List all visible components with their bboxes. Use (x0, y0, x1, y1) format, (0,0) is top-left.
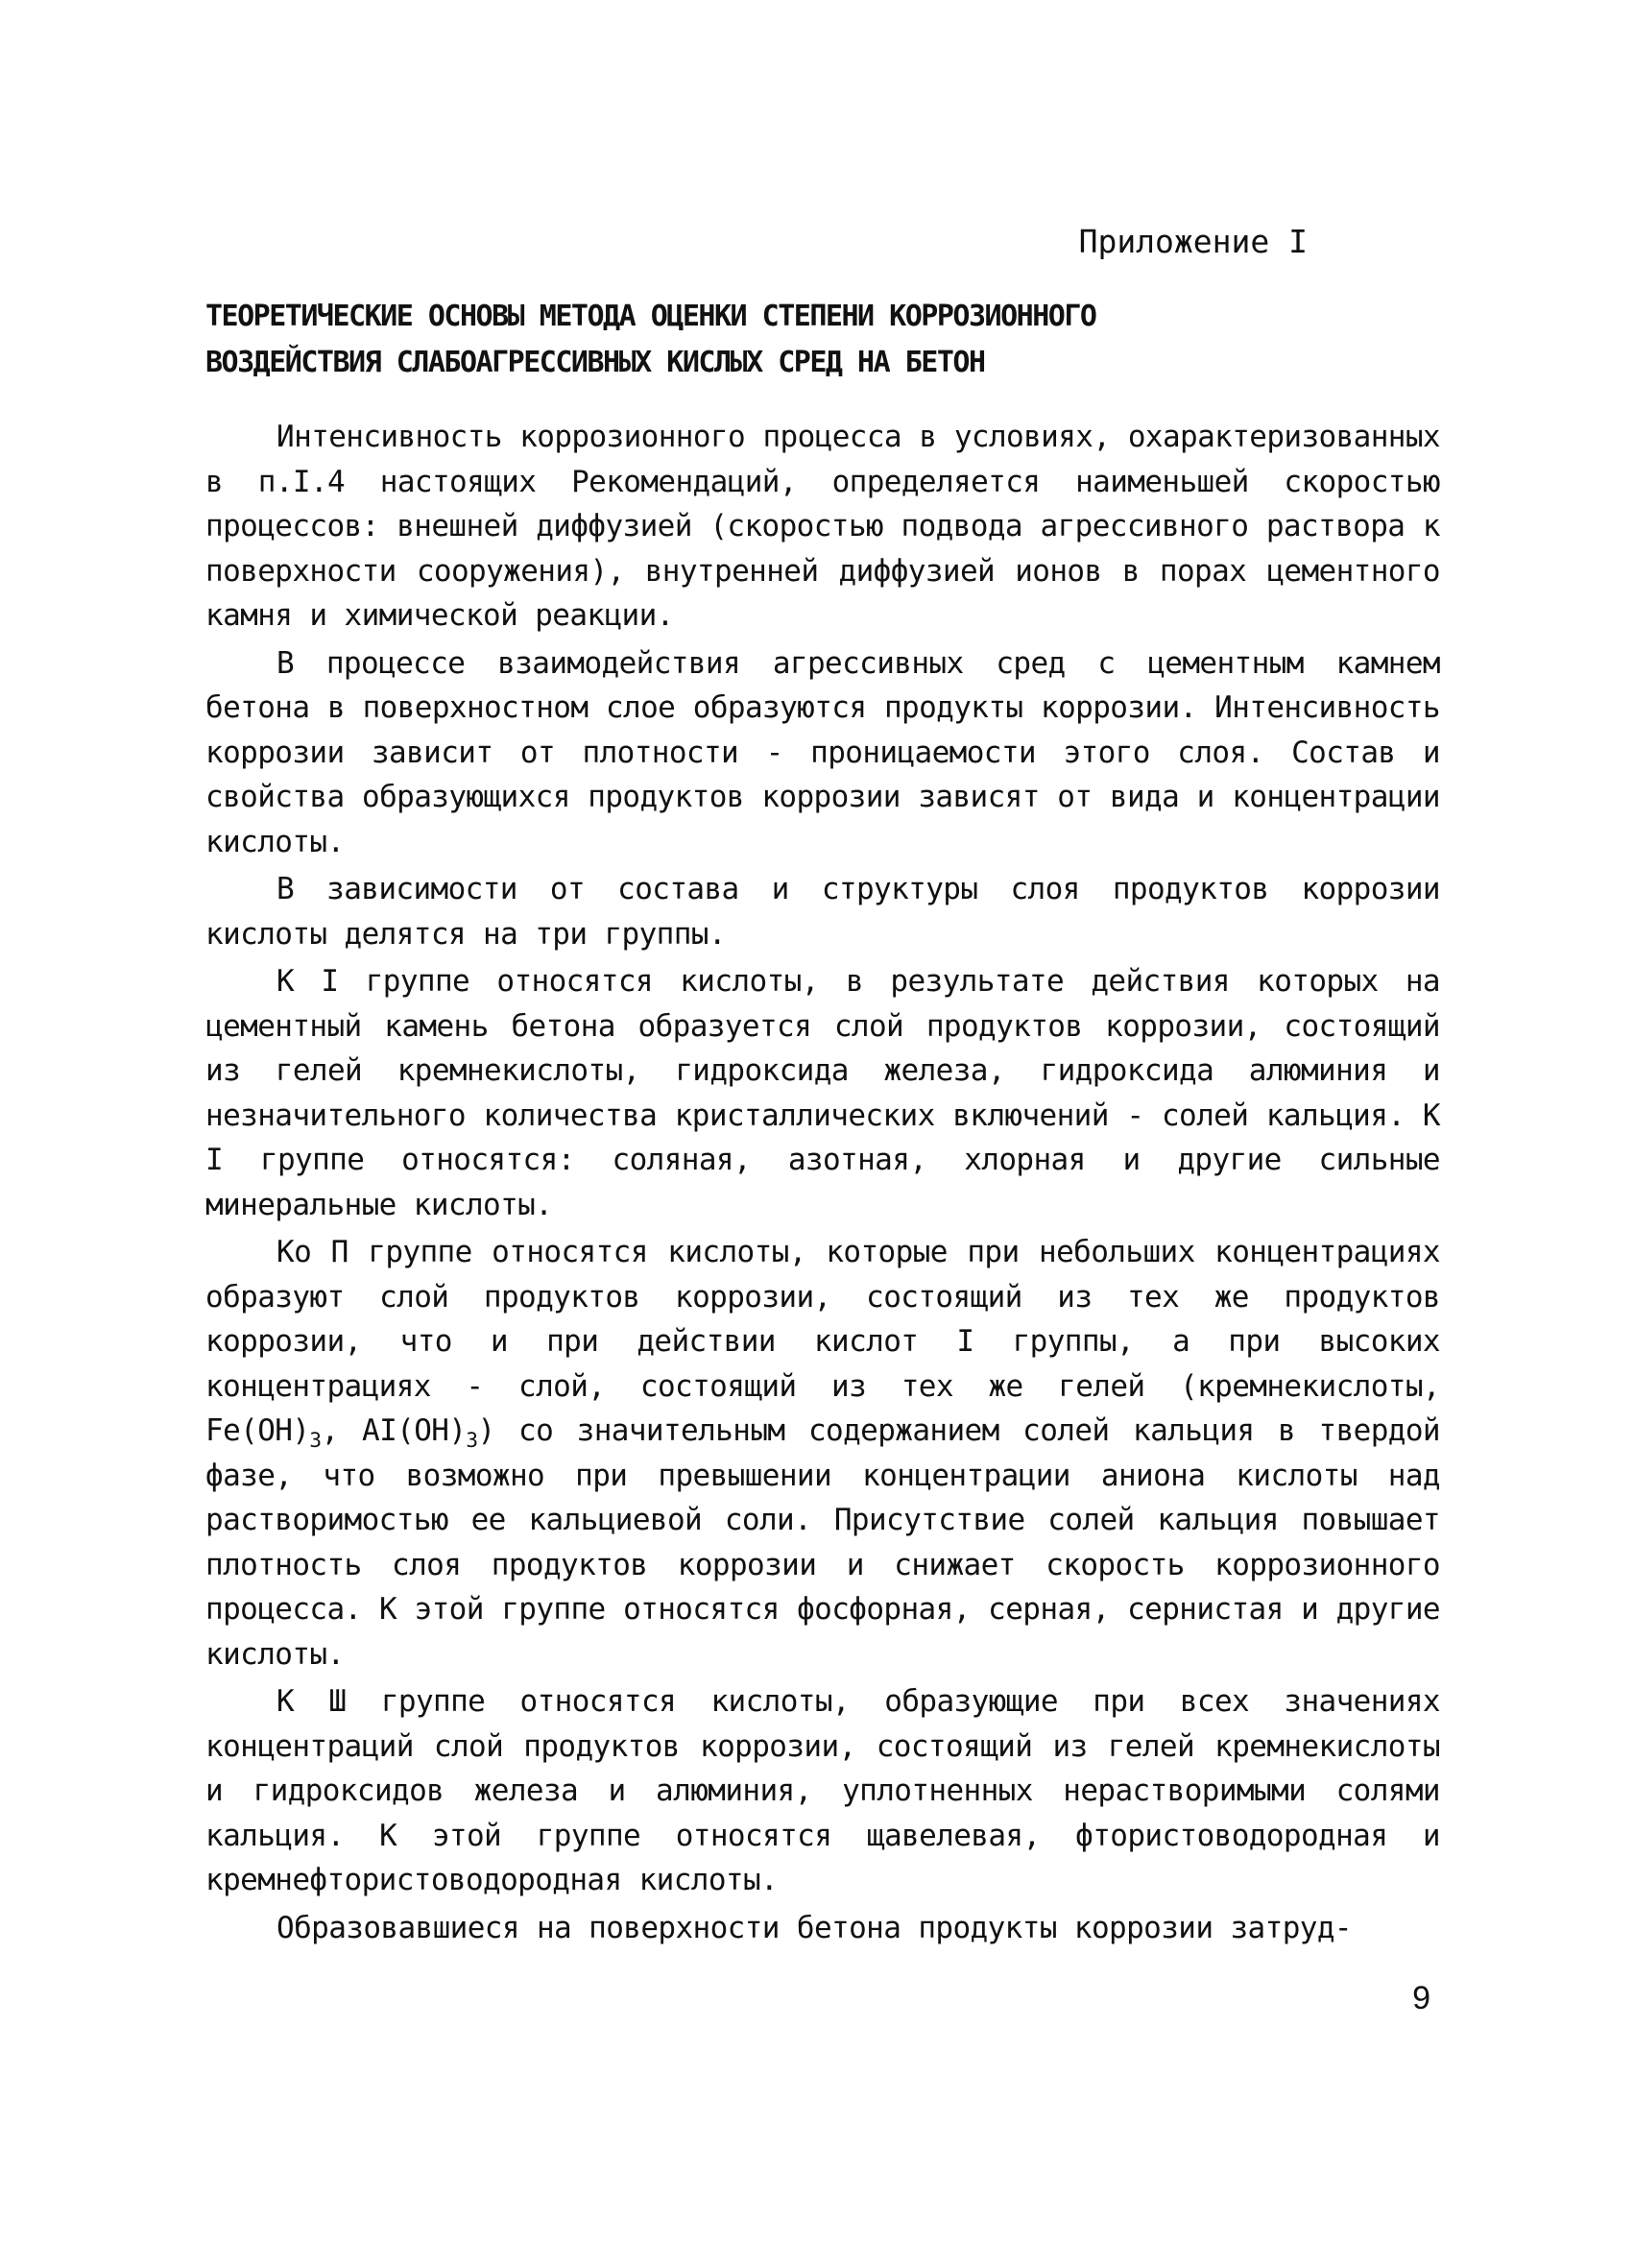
paragraph-6: К Ш группе относятся кислоты, образующие при всех значениях концентраций слой продуктов коррозии, состоящий из гелей кремнекислоты и гидроксидов железа и алюминия, уплотненных нерастворимыми солями кальция. К этой группе относятся щавелевая, фтористоводородная и кремнефтористоводородная кислоты. (205, 1684, 1440, 1897)
paragraph-5-part-3: ) со значительным содержанием солей кальция в твердой фазе, что возможно при превышении концентрации аниона кислоты над растворимостью ее кальциевой соли. Присутствие солей кальция повышает плотность слоя продуктов коррозии и снижает скорость коррозионного процесса. К этой группе относятся фосфорная, серная, сернистая и другие кислоты. (205, 1413, 1440, 1672)
paragraph-7: Образовавшиеся на поверхности бетона продукты коррозии затруд- (276, 1910, 1352, 1945)
paragraph-5-part-2: , AI(OH) (321, 1413, 467, 1448)
paragraph-3: В зависимости от состава и структуры слоя продуктов коррозии кислоты делятся на три группы. (205, 872, 1440, 952)
section-title-line-2: ВОЗДЕЙСТВИЯ СЛАБОАГРЕССИВНЫХ КИСЛЫХ СРЕД НА БЕТОН (205, 346, 985, 379)
body-text (205, 415, 1440, 1953)
page-number: 9 (1412, 1980, 1430, 2016)
subscript-al-3: 3 (466, 1429, 478, 1453)
paragraph-4: К I группе относятся кислоты, в результате действия которых на цементный камень бетона образуется слой продуктов коррозии, состоящий из гелей кремнекислоты, гидроксида железа, гидроксида алюминия и незначительного количества кристаллических включений - солей кальция. К I группе относятся: соляная, азотная, хлорная и другие сильные минеральные кислоты. (205, 964, 1440, 1222)
appendix-label: Приложение I (1078, 223, 1308, 260)
section-title (205, 294, 1454, 386)
paragraph-5 (205, 1230, 1440, 1677)
section-title-line-1: ТЕОРЕТИЧЕСКИЕ ОСНОВЫ МЕТОДА ОЦЕНКИ СТЕПЕНИ КОРРОЗИОННОГО (205, 300, 1096, 333)
paragraph-5-part-1: Ко П группе относятся кислоты, которые при небольших концентрациях образуют слой продуктов коррозии, состоящий из тех же продуктов коррозии, что и при действии кислот I группы, а при высоких концентрациях - слой, состоящий из тех же гелей (кремнекислоты, Fe(OH) (205, 1235, 1440, 1448)
subscript-fe-3: 3 (309, 1429, 322, 1453)
paragraph-1: Интенсивность коррозионного процесса в условиях, охарактеризованных в п.I.4 настоящих Рекомендаций, определяется наименьшей скоростью процессов: внешней диффузией (скоростью подвода агрессивного раствора к поверхности сооружения), внутренней диффузией ионов в порах цементного камня и химической реакции. (205, 420, 1440, 633)
paragraph-2: В процессе взаимодействия агрессивных сред с цементным камнем бетона в поверхностном слое образуются продукты коррозии. Интенсивность коррозии зависит от плотности - проницаемости этого слоя. Состав и свойства образующихся продуктов коррозии зависят от вида и концентрации кислоты. (205, 645, 1440, 859)
